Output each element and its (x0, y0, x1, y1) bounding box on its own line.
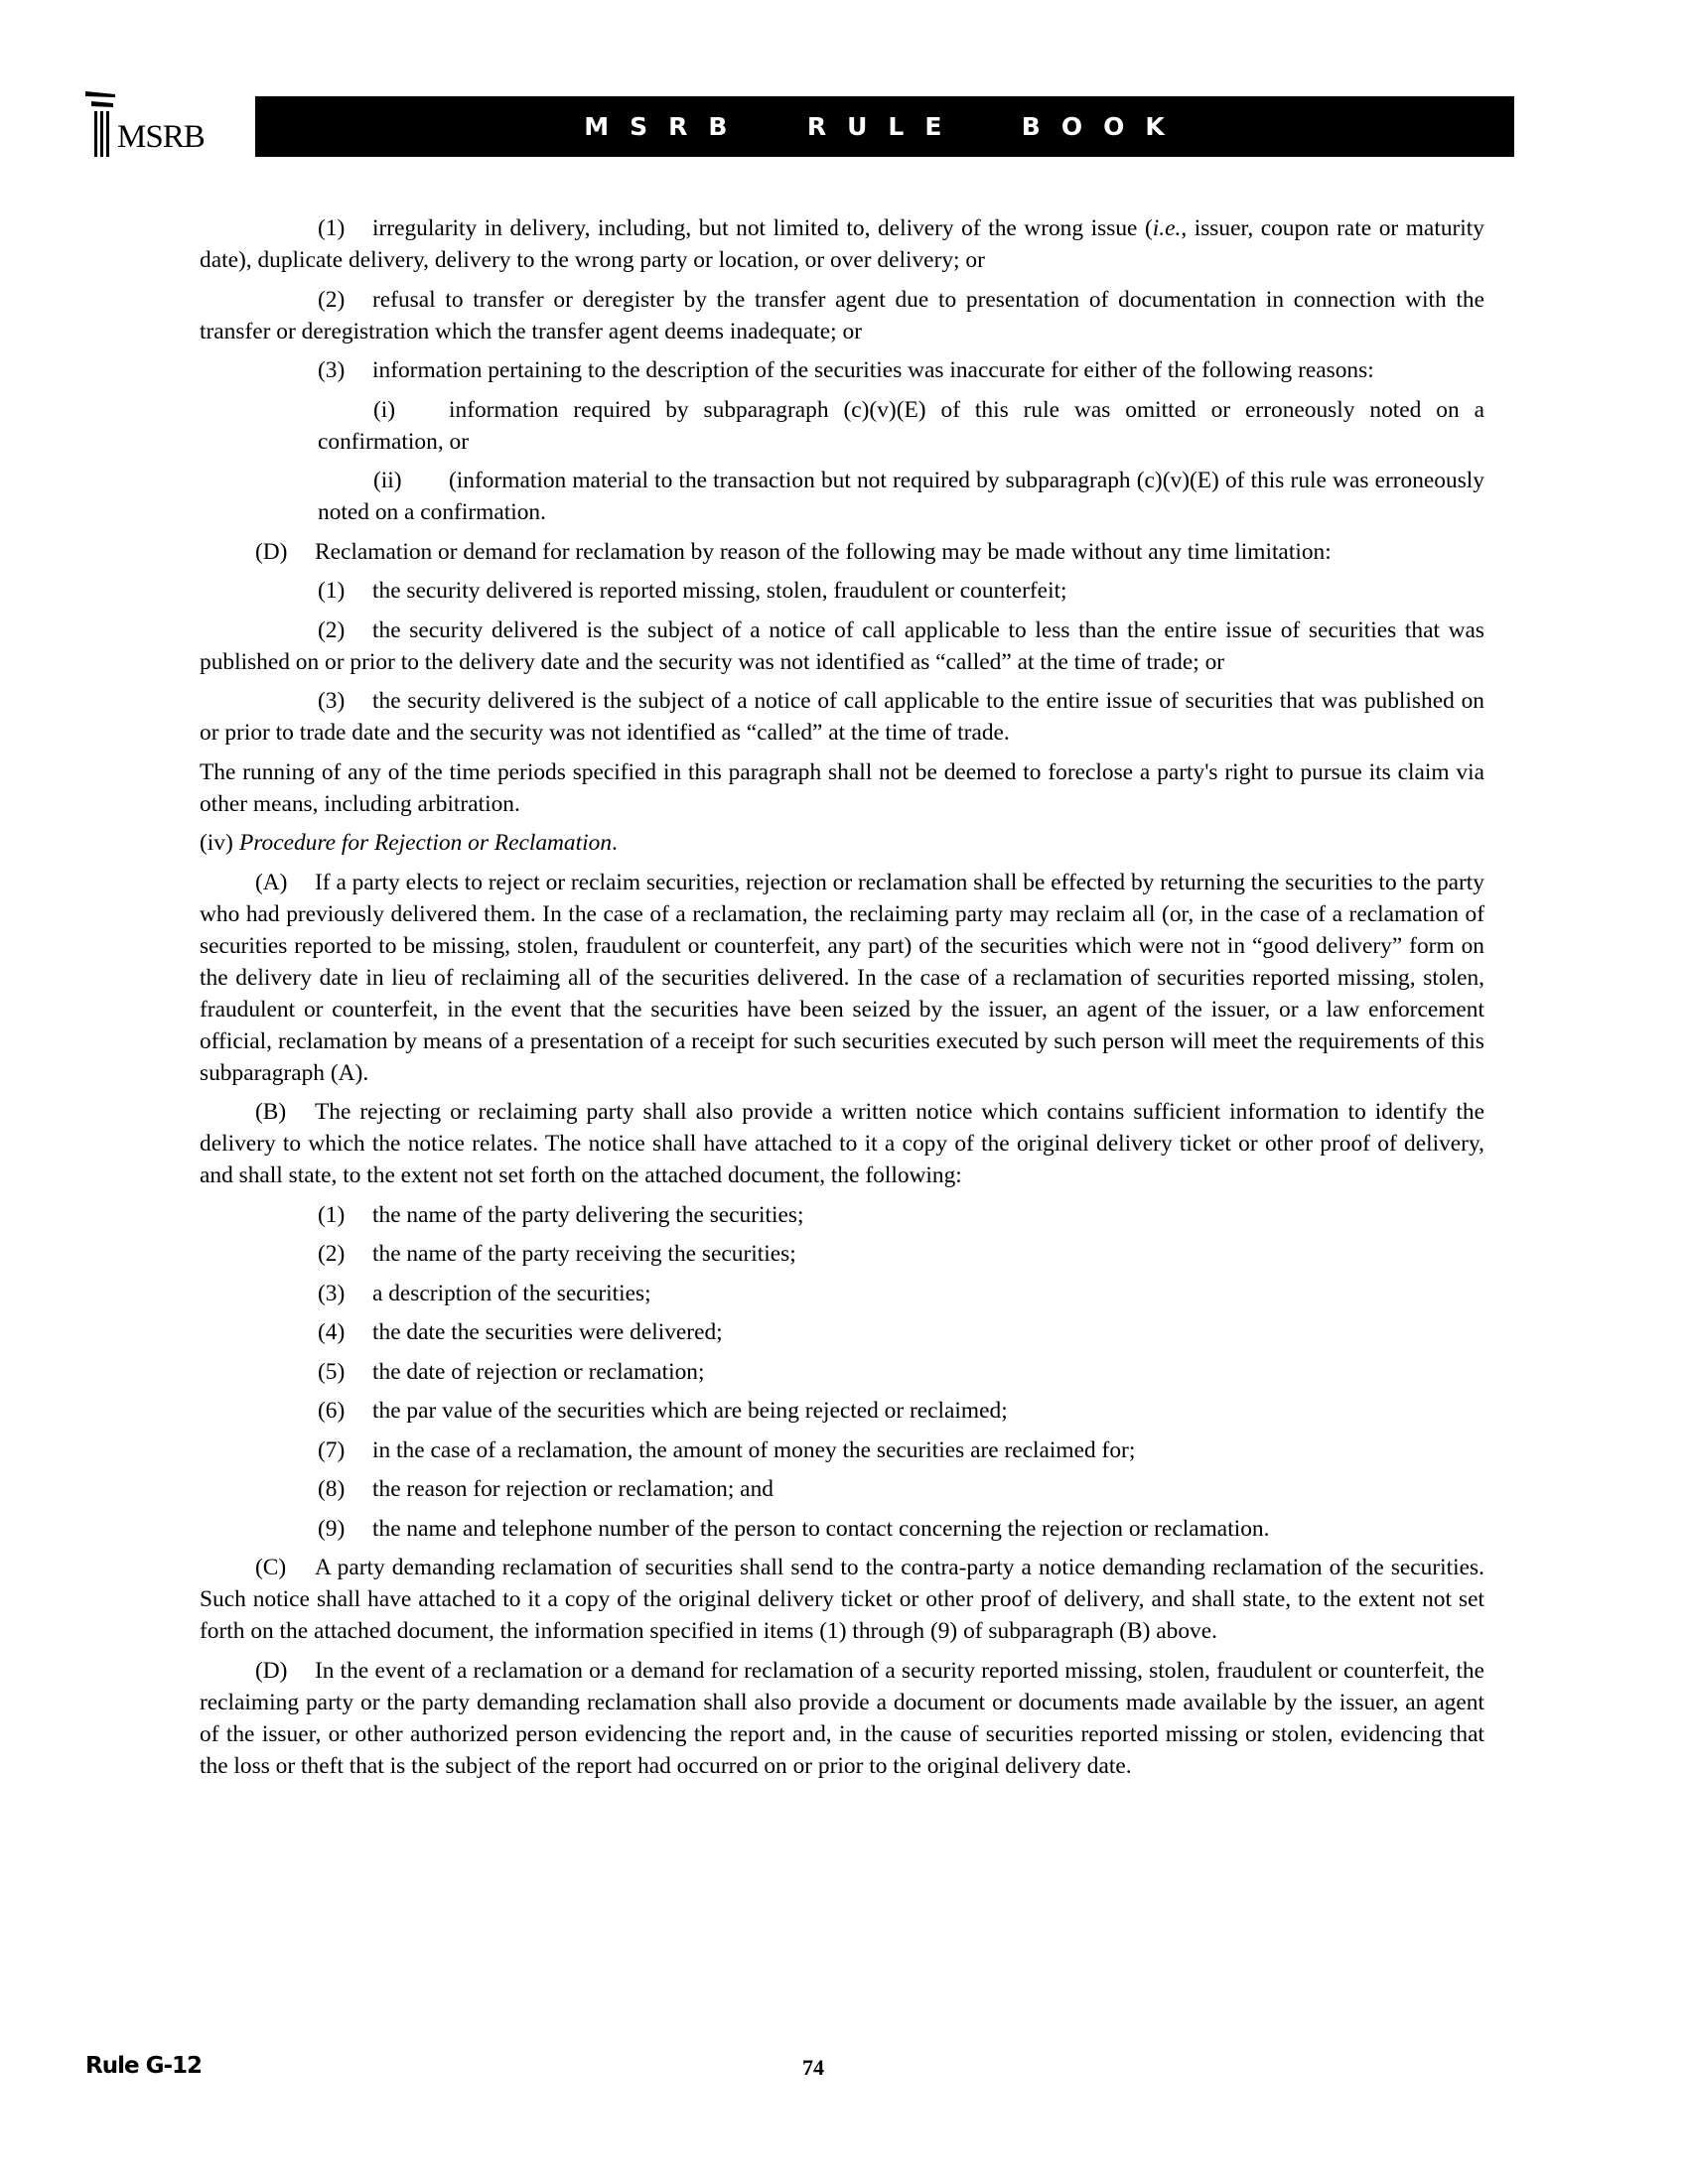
paragraph-text: the date the securities were delivered; (372, 1319, 723, 1345)
page-number: 74 (802, 2055, 824, 2080)
paragraph-text: a description of the securities; (372, 1280, 651, 1306)
paragraph-label: (4) (318, 1319, 346, 1345)
paragraph-text: the name of the party delivering the securities; (372, 1201, 804, 1228)
paragraph (200, 1316, 1484, 1348)
paragraph-text: , issuer, coupon rate or maturity date), duplicate delivery, delivery to the wrong party or location, or over delivery; or (200, 215, 1484, 273)
paragraph-label: (C) (255, 1555, 287, 1580)
paragraph (200, 536, 1484, 568)
paragraph-text: in the case of a reclamation, the amount of money the securities are reclaimed for; (372, 1436, 1136, 1463)
paragraph-label: (3) (318, 1280, 346, 1306)
paragraph-label: (D) (255, 538, 288, 565)
paragraph-text: the reason for rejection or reclamation; and (372, 1476, 774, 1502)
italic-text: Procedure for Rejection or Reclamation (239, 830, 613, 856)
paragraph-label: (6) (318, 1398, 346, 1424)
paragraph-text: A party demanding reclamation of securities shall send to the contra-party a notice demanding reclamation of the securities. Such notice shall have attached to it a copy of the original delivery ticket or other proof of delivery, and shall state, to the extent not set forth on the attached document, the information specified in items (1) through (9) of subparagraph (B) above. (200, 1555, 1484, 1644)
paragraph (200, 1096, 1484, 1191)
paragraph-label: (A) (255, 869, 288, 895)
paragraph-label: (2) (318, 286, 346, 313)
paragraph-text: the par value of the securities which are being rejected or reclaimed; (372, 1398, 1008, 1424)
paragraph (200, 1434, 1484, 1466)
paragraph-text: If a party elects to reject or reclaim securities, rejection or reclamation shall be effected by returning the securities to the party who had previously delivered them. In the case of a reclamation, the reclaiming party may reclaim all (or, in the case of a reclamation of securities reported to be missing, stolen, fraudulent or counterfeit, any part) of the securities which were not in “good delivery” form on the delivery date in lieu of reclaiming all of the securities delivered. In the case of a reclamation of securities reported missing, stolen, fraudulent or counterfeit, in the event that the securities have been seized by the issuer, an agent of the issuer, or a law enforcement official, reclamation by means of a presentation of a receipt for such securities executed by such person will meet the requirements of this subparagraph (A). (200, 869, 1484, 1086)
paragraph-label: (3) (318, 688, 346, 714)
paragraph-label: (ii) (373, 468, 402, 493)
paragraph (200, 1395, 1484, 1427)
header-banner (255, 96, 1514, 157)
paragraph-text: irregularity in delivery, including, but not limited to, delivery of the wrong issue ( (372, 215, 1153, 241)
paragraph-label: (B) (255, 1099, 287, 1125)
paragraph-text: the name and telephone number of the person to contact concerning the rejection or reclamation. (372, 1515, 1270, 1542)
italic-text: i.e. (1152, 215, 1182, 241)
paragraph-text: the name of the party receiving the securities; (372, 1241, 796, 1267)
paragraph-label: (2) (318, 1241, 346, 1267)
paragraph (200, 1655, 1484, 1782)
paragraph-label: (1) (318, 1201, 346, 1228)
paragraph-label: (7) (318, 1436, 346, 1463)
paragraph-label: (3) (318, 357, 346, 383)
paragraph (200, 1238, 1484, 1270)
paragraph-label: (2) (318, 616, 346, 643)
paragraph (200, 1513, 1484, 1545)
paragraph-text: . (612, 830, 618, 856)
paragraph (200, 354, 1484, 386)
paragraph-text: The running of any of the time periods specified in this paragraph shall not be deemed to foreclose a party's right to pursue its claim via other means, including arbitration. (200, 758, 1484, 817)
paragraph-label: (1) (318, 215, 346, 241)
banner-title: MSRB RULE BOOK (584, 112, 1186, 141)
paragraph-text: Reclamation or demand for reclamation by reason of the following may be made without any time limitation: (315, 538, 1332, 565)
paragraph-label: (1) (318, 578, 346, 604)
paragraph (200, 756, 1484, 820)
paragraph-text: In the event of a reclamation or a demand for reclamation of a security reported missing, stolen, fraudulent or counterfeit, the reclaiming party or the party demanding reclamation shall also provide a document or documents made available by the issuer, an agent of the issuer, or other authorized person evidencing the report and, in the cause of securities reported missing or stolen, evidencing that the loss or theft that is the subject of the report had occurred on or prior to the original delivery date. (200, 1657, 1484, 1779)
paragraph (200, 614, 1484, 678)
paragraph-label: (iv) (200, 830, 233, 856)
paragraph (200, 1199, 1484, 1231)
paragraph-text: the security delivered is reported missing, stolen, fraudulent or counterfeit; (372, 578, 1067, 604)
paragraph-text: The rejecting or reclaiming party shall also provide a written notice which contains sufficient information to identify the delivery to which the notice relates. The notice shall have attached to it a copy of the original delivery ticket or other proof of delivery, and shall state, to the extent not set forth on the attached document, the following: (200, 1099, 1484, 1188)
paragraph (200, 575, 1484, 607)
paragraph (318, 394, 1484, 458)
paragraph (200, 284, 1484, 347)
paragraph-label: (9) (318, 1515, 346, 1542)
paragraph-label: (i) (373, 396, 396, 423)
footer-rule-label: Rule G-12 (85, 2053, 203, 2079)
paragraph (200, 212, 1484, 276)
column-logo-icon (85, 91, 115, 157)
paragraph (318, 465, 1484, 528)
paragraph (200, 1278, 1484, 1309)
paragraph-label: (5) (318, 1358, 346, 1385)
paragraph-text: the date of rejection or reclamation; (372, 1358, 705, 1385)
paragraph-text: information pertaining to the description of the securities was inaccurate for either of the following reasons: (372, 357, 1374, 383)
paragraph (200, 685, 1484, 749)
paragraph-text: (information material to the transaction but not required by subparagraph (c)(v)(E) of this rule was erroneously noted on a confirmation. (318, 468, 1484, 525)
paragraph-text: refusal to transfer or deregister by the transfer agent due to presentation of documentation in connection with the transfer or deregistration which the transfer agent deems inadequate; or (200, 286, 1484, 344)
paragraph (200, 827, 1484, 859)
paragraph (200, 1473, 1484, 1505)
paragraph-label: (8) (318, 1476, 346, 1502)
paragraph-text: information required by subparagraph (c)(v)(E) of this rule was omitted or erroneously noted on a confirmation, or (318, 396, 1484, 455)
msrb-logo (85, 91, 224, 157)
paragraph-text: the security delivered is the subject of a notice of call applicable to less than the entire issue of securities that was published on or prior to the delivery date and the security was not identified as “called” at the time of trade; or (200, 616, 1484, 675)
paragraph (200, 1356, 1484, 1388)
paragraph-label: (D) (255, 1657, 288, 1684)
document-body (200, 212, 1484, 1789)
paragraph (200, 867, 1484, 1089)
paragraph-text: the security delivered is the subject of a notice of call applicable to the entire issue of securities that was published on or prior to trade date and the security was not identified as “called” at the time of trade. (200, 688, 1484, 746)
logo-text: MSRB (117, 119, 205, 155)
paragraph (200, 1552, 1484, 1647)
